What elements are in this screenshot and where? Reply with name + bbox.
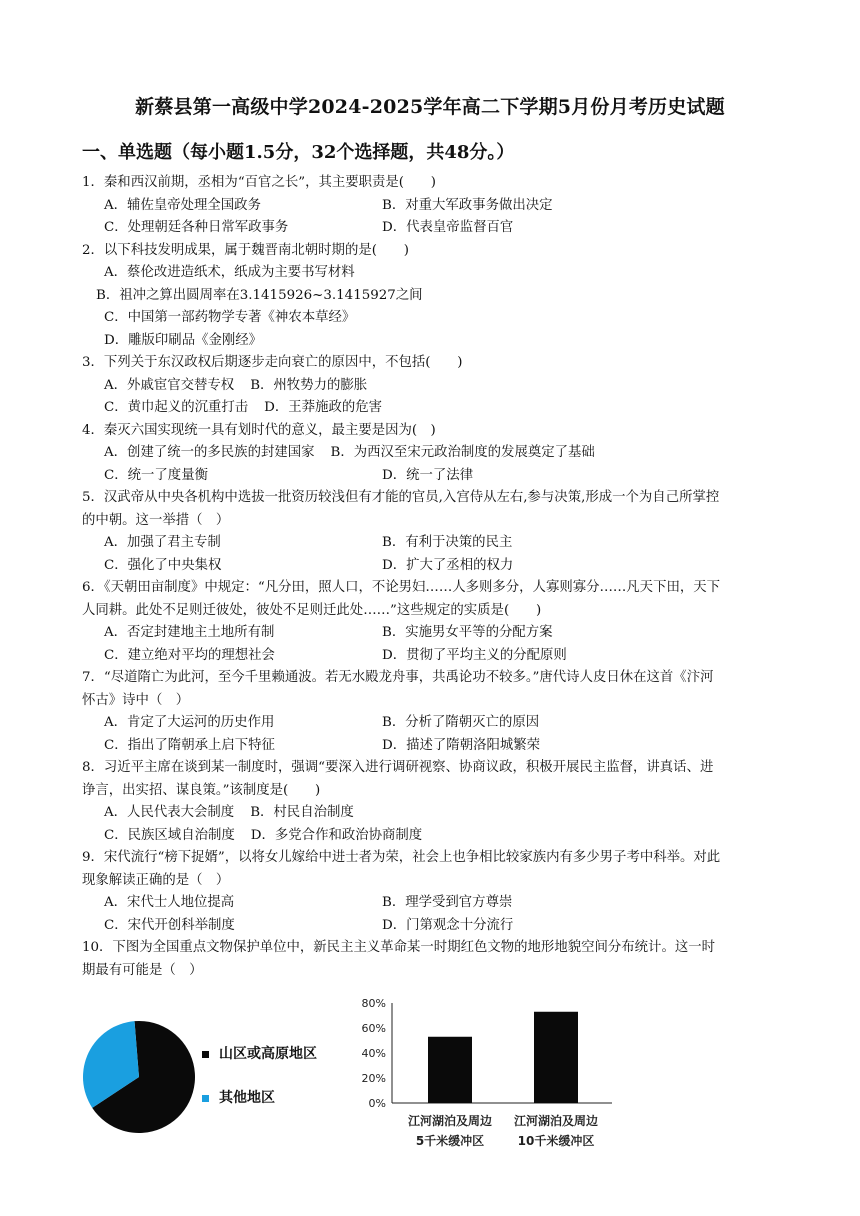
question-stem [82,667,800,712]
section-heading: 一、单选题（每小题1.5分，32个选择题，共48分。） [82,142,515,163]
y-tick-label: 80% [361,997,386,1010]
stem-line: 5．汉武帝从中央各机构中选拔一批资历较浅但有才能的官员,入宫侍从左右,参与决策,形成一个为自己所掌控 [82,490,720,505]
option: D．代表皇帝监督百官 [382,220,514,235]
option: A．否定封建地主土地所有制 [104,625,275,640]
option-row [82,285,800,308]
option: D．扩大了丞相的权力 [382,557,514,573]
question-list [82,172,800,982]
legend-item [202,1043,317,1063]
option: B．为西汉至宋元政治制度的发展奠定了基础 [330,445,595,460]
option: A．蔡伦改进造纸术，纸成为主要书写材料 [104,265,355,280]
option-row [82,195,800,218]
x-category-label: 江河湖泊及周边 [407,1114,493,1128]
question-stem: 1．秦和西汉前期，丞相为“百官之长”，其主要职责是( ) [82,175,437,190]
option-row [82,375,800,398]
y-tick-label: 20% [361,1072,386,1085]
option-row [82,307,800,330]
stem-line: 的中朝。这一举措（ ） [82,512,230,528]
option: B．村民自治制度 [250,805,354,820]
option: B．有利于决策的民主 [382,535,513,550]
option: A．外戚宦官交替专权 [104,377,235,393]
option: B．州牧势力的膨胀 [250,377,368,393]
stem-line: 诤言，出实招、谋良策。”该制度是( ) [82,782,321,798]
legend-label: 其他地区 [219,1090,275,1106]
option: C．民族区域自治制度 [104,827,235,843]
stem-line: 10．下图为全国重点文物保护单位中，新民主主义革命某一时期红色文物的地形地貌空间分布统计。这一时 [82,940,716,955]
question-stem: 2．以下科技发明成果，属于魏晋南北朝时期的是( ) [82,242,409,258]
option: C．强化了中央集权 [104,557,222,573]
stem-line: 现象解读正确的是（ ） [82,872,230,888]
stem-line: 7．“尽道隋亡为此河，至今千里赖通波。若无水殿龙舟事，共禹论功不较多。”唐代诗人皮日休在这首《汴河 [82,670,714,685]
option-row [82,262,800,285]
question-stem: 3．下列关于东汉政权后期逐步走向衰亡的原因中，不包括( ) [82,355,463,370]
option: A．创建了统一的多民族的封建国家 [104,445,315,460]
stem-line: 9．宋代流行“榜下捉婿”，以将女儿嫁给中进士者为荣，社会上也争相比较家族内有多少男子考中科举。对此 [82,850,721,865]
option: D．王莽施政的危害 [264,400,383,415]
exam-title: 新蔡县第一高级中学2024-2025学年高二下学期5月份月考历史试题 [135,96,725,118]
option: D．描述了隋朝洛阳城繁荣 [382,737,541,753]
stem-line: 8．习近平主席在谈到某一制度时，强调“要深入进行调研视察、协商议政，积极开展民主监督，讲真话、进 [82,760,714,775]
x-category-label: 江河湖泊及周边 [513,1114,599,1128]
option-row [82,532,800,555]
legend-swatch [202,1095,209,1102]
option-row [82,915,800,938]
stem-line: 期最有可能是（ ） [82,962,203,978]
option-row [82,892,800,915]
option-row [82,465,800,488]
option-row [82,825,800,848]
option: C．统一了度量衡 [104,467,208,483]
option: B．理学受到官方尊崇 [382,895,513,910]
legend-swatch [202,1051,209,1058]
option-row [82,555,800,578]
option: C．黄巾起义的沉重打击 [104,400,249,415]
option: B．对重大军政事务做出决定 [382,197,553,213]
question-stem: 4．秦灭六国实现统一具有划时代的意义，最主要是因为( ) [82,422,436,438]
option: D．统一了法律 [382,467,474,483]
option-row [82,397,800,420]
stem-line: 人同耕。此处不足则迁彼处，彼处不足则迁此处……”这些规定的实质是( ) [82,602,542,618]
y-tick-label: 0% [368,1097,386,1110]
statistics-figure [82,995,642,1165]
option: D．门第观念十分流行 [382,917,514,933]
option: A．肯定了大运河的历史作用 [104,715,275,730]
option: D．多党合作和政治协商制度 [250,827,423,843]
option-row [82,645,800,668]
y-tick-label: 40% [361,1047,386,1060]
option: C．处理朝廷各种日常军政事务 [104,220,289,235]
legend-item [202,1087,275,1107]
option-row [82,735,800,758]
question-stem [82,757,800,802]
question-stem [82,487,800,532]
option: C．指出了隋朝承上启下特征 [104,737,275,753]
option: B．分析了隋朝灭亡的原因 [382,715,540,730]
option-row [82,712,800,735]
option: A．宋代士人地位提高 [104,895,235,910]
option: C．宋代开创科举制度 [104,917,235,933]
option: C．建立绝对平均的理想社会 [104,647,275,663]
option-row [82,802,800,825]
option-row [82,330,800,353]
bar [428,1037,472,1103]
stem-line: 怀古》诗中（ ） [82,692,190,708]
pie-chart [82,1015,202,1145]
option: B．祖冲之算出圆周率在3.1415926~3.1415927之间 [96,287,423,303]
question-stem [82,577,800,622]
option: A．辅佐皇帝处理全国政务 [104,197,261,213]
stem-line: 6．《天朝田亩制度》中规定：“凡分田，照人口，不论男妇……人多则多分，人寡则寡分……凡天下田，天下 [82,580,721,595]
option-row [82,622,800,645]
question-stem [82,937,800,982]
option-row [82,442,800,465]
option: D．雕版印刷品《金刚经》 [104,332,263,348]
option: B．实施男女平等的分配方案 [382,625,553,640]
question-stem [82,847,800,892]
option-row [82,217,800,240]
y-tick-label: 60% [361,1022,386,1035]
option: A．加强了君主专制 [104,535,221,550]
legend-label: 山区或高原地区 [219,1046,317,1062]
x-category-label: 5千米缓冲区 [415,1134,485,1148]
option: A．人民代表大会制度 [104,805,235,820]
option: D．贯彻了平均主义的分配原则 [382,647,567,663]
x-category-label: 10千米缓冲区 [517,1134,595,1148]
bar-chart [344,995,624,1165]
option: C．中国第一部药物学专著《神农本草经》 [104,310,356,325]
bar [534,1012,578,1103]
